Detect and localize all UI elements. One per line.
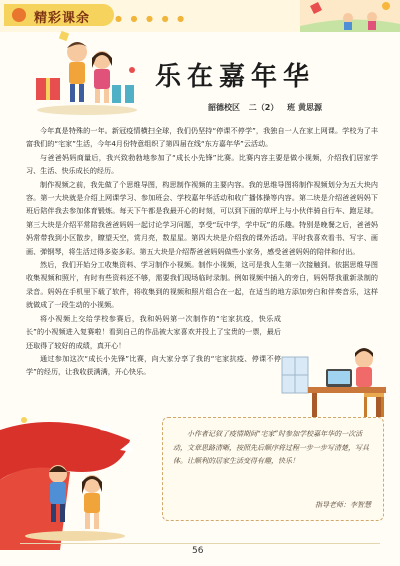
byline <box>208 102 328 113</box>
byline-student: 班 黄思源 <box>287 103 322 112</box>
paragraph-4: 然后，我们开始分工收集资料、学习制作小视频。制作小视频，这可是我人生第一次接触到。依据思维导图收集视频和照片，有时有些资料还不够，需要我们现场临时录制。例如视频中插入的旁白，妈妈帮我重新录制的录音。妈妈在手机里下载了软件，将收集到的视频和照片组合在一起，在适当的地方添加旁白和伴奏音乐，这样就做成了一段生动的小视频。 <box>26 260 378 310</box>
paragraph-6: 通过参加这次“成长小先锋”比赛，向大家分享了我的“宅家抗疫、停课不停学”的经历，让我收获满满，开心快乐。 <box>26 353 281 377</box>
article-title: 乐在嘉年华 <box>155 62 316 92</box>
child-at-laptop-illustration <box>278 327 388 419</box>
byline-school: 韶德校区 <box>208 103 240 112</box>
teacher-signature: 指导老师：李智慧 <box>315 501 371 509</box>
paragraph-5: 将小视频上交给学校参赛后，我和妈妈第一次制作的“宅家抗疫，快乐成长”的小视频进入复赛啦！看到自己的作品被大家喜欢并投上了宝贵的一票，最后还取得了较好的成绩，真开心！ <box>26 313 281 350</box>
paragraph-3: 制作视频之前，我先做了个思维导图，构思制作视频的主要内容。我的思维导图将制作视频划分为五大块内容。第一大块就是介绍上网课学习、参加班会、学校嘉年华活动和收广播体操等内容。第二块是介绍爸爸妈妈下班后陪伴我去参加体育锻炼。每天下午都是我最开心的时刻，可以到下面的草坪上与小伙伴骑自行车、跑足球。第三大块是介绍平常陪我爸爸妈妈一起讨论学习问题，享受“玩中学，学中玩”的乐趣。特别是晚餐之后，爸爸妈妈常带我到小区散步，瞭望天空，赏月亮，数星星。第四大块是介绍我的课外活动。平时我喜欢看书、写字、画画、弹钢琴，将生活过得多姿多彩。第五大块是介绍帮爸爸妈妈做些小家务，感受爸爸妈妈的陪伴和付出。 <box>26 179 378 256</box>
children-with-flag-illustration <box>0 410 160 550</box>
sun-icon <box>12 8 26 22</box>
byline-class: 二（2） <box>248 103 279 112</box>
kids-flying-kite-illustration <box>300 0 400 32</box>
teacher-comment-text: 小作者记叙了疫情期间“宅家”时参加学校嘉年华的一次活动，文章思路清晰，按照先后顺序将过程一步一步写清楚，写具体。让顺利的居家生活变得有趣，快乐！ <box>173 430 369 465</box>
children-with-gifts-illustration <box>32 30 142 115</box>
paragraph-2: 与爸爸妈妈商量后，我兴致勃勃地参加了“成长小先锋”比赛。比赛内容主要是做小视频，介绍我们居家学习、生活、快乐成长的经历。 <box>26 152 378 176</box>
paragraph-1: 今年真是特殊的一年。新冠疫情横扫全球，我们仍坚持“停课不停学”，我独自一人在家上网课。学校为了丰富我们的“宅家”生活，今年4月份特意组织了第四届在线“东方嘉年华”云活动。 <box>26 126 378 149</box>
footer-divider <box>20 543 380 544</box>
section-tag <box>4 4 114 26</box>
page-number: 56 <box>192 546 204 556</box>
teacher-comment-box <box>162 417 384 521</box>
section-label: 精彩课余 <box>34 11 91 26</box>
decorative-dots: ● ● ● ● ● <box>115 14 188 23</box>
